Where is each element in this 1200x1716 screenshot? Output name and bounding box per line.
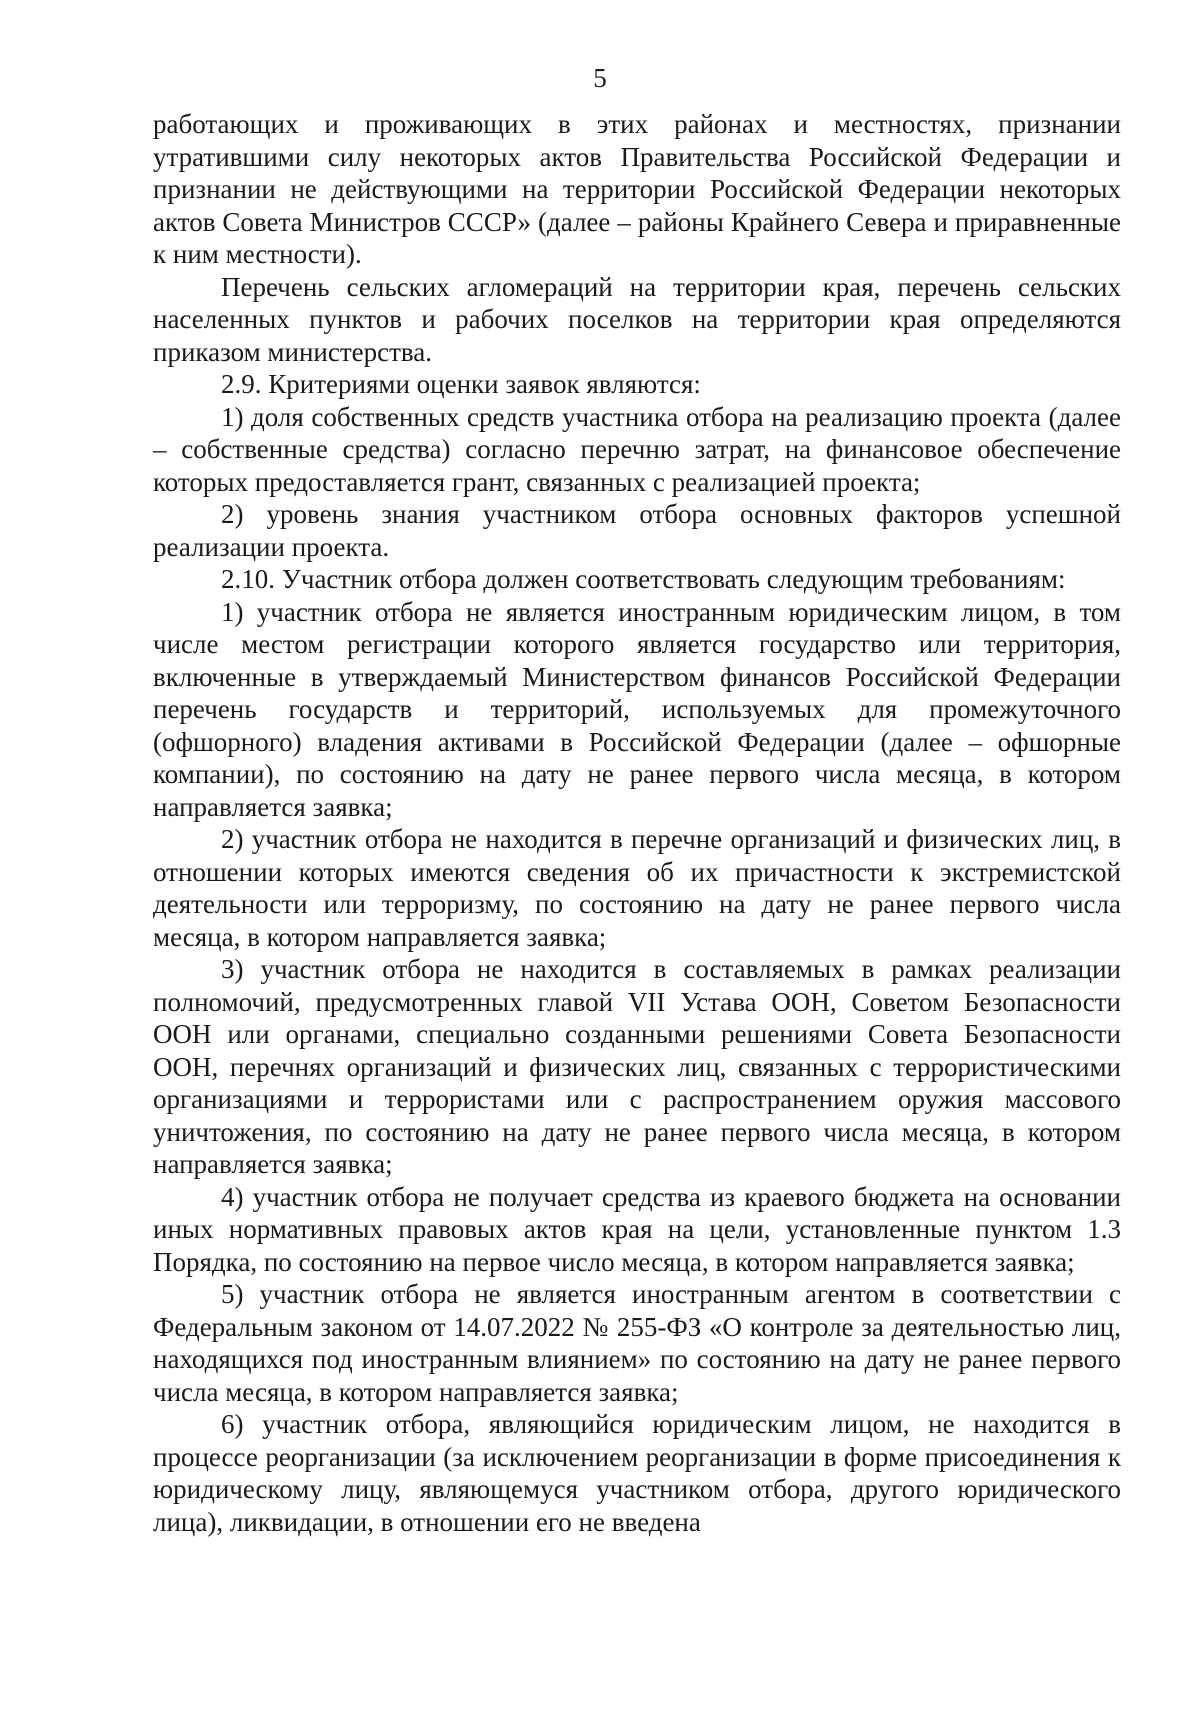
paragraph-criterion-1: 1) доля собственных средств участника отбора на реализацию проекта (далее – собственные средства) согласно перечню затрат, на финансовое обеспечение которых предоставляется грант, связанных с реализацией проекта; (153, 401, 1121, 497)
paragraph-requirement-1: 1) участник отбора не является иностранным юридическим лицом, в том числе местом регистрации которого является государство или территория, включенные в утверждаемый Министерством финансов Российской Федерации перечень государств и территорий, используемых для промежуточного (офшорного) владения активами в Российской Федерации (далее – офшорные компании), по состоянию на дату не ранее первого числа месяца, в котором направляется заявка; (153, 596, 1121, 822)
paragraph-2-10-requirements: 2.10. Участник отбора должен соответствовать следующим требованиям: (221, 564, 1066, 594)
paragraph-requirement-2: 2) участник отбора не находится в перечне организаций и физических лиц, в отношении которых имеются сведения об их причастности к экстремистской деятельности или терроризму, по состоянию на дату не ранее первого числа месяца, в котором направляется заявка; (153, 824, 1121, 952)
paragraph-continuation: работающих и проживающих в этих районах и местностях, признании утратившими силу некоторых актов Правительства Российской Федерации и признании не действующими на территории Российской Федерации некоторых актов Совета Министров СССР» (далее – районы Крайнего Севера и приравненные к ним местности). (153, 109, 1121, 269)
paragraph-requirement-3: 3) участник отбора не находится в составляемых в рамках реализации полномочий, предусмотренных главой VII Устава ООН, Советом Безопасности ООН или органами, специально созданными решениями Совета Безопасности ООН, перечнях организаций и физических лиц, связанных с террористическими организациями и террористами или с распространением оружия массового уничтожения, по состоянию на дату не ранее первого числа месяца, в котором направляется заявка; (153, 954, 1121, 1179)
paragraph-criterion-2: 2) уровень знания участником отбора основных факторов успешной реализации проекта. (153, 499, 1121, 562)
paragraph-requirement-6: 6) участник отбора, являющийся юридическим лицом, не находится в процессе реорганизации (за исключением реорганизации в форме присоединения к юридическому лицу, являющемуся участником отбора, другого юридического лица), ликвидации, в отношении его не введена (153, 1409, 1121, 1537)
paragraph-2-9-criteria: 2.9. Критериями оценки заявок являются: (221, 369, 701, 399)
paragraph-requirement-5: 5) участник отбора не является иностранным агентом в соответствии с Федеральным законом от 14.07.2022 № 255-ФЗ «О контроле за деятельностью лиц, находящихся под иностранным влиянием» по состоянию на дату не ранее первого числа месяца, в котором направляется заявка; (153, 1279, 1121, 1407)
paragraph-requirement-4: 4) участник отбора не получает средства из краевого бюджета на основании иных нормативных правовых актов края на цели, установленные пунктом 1.3 Порядка, по состоянию на первое число месяца, в котором направляется заявка; (153, 1181, 1121, 1277)
document-body (153, 108, 1121, 1538)
page-number: 5 (593, 63, 607, 93)
paragraph-agglomerations-list: Перечень сельских агломераций на территории края, перечень сельских населенных пунктов и рабочих поселков на территории края определяются приказом министерства. (153, 271, 1121, 367)
